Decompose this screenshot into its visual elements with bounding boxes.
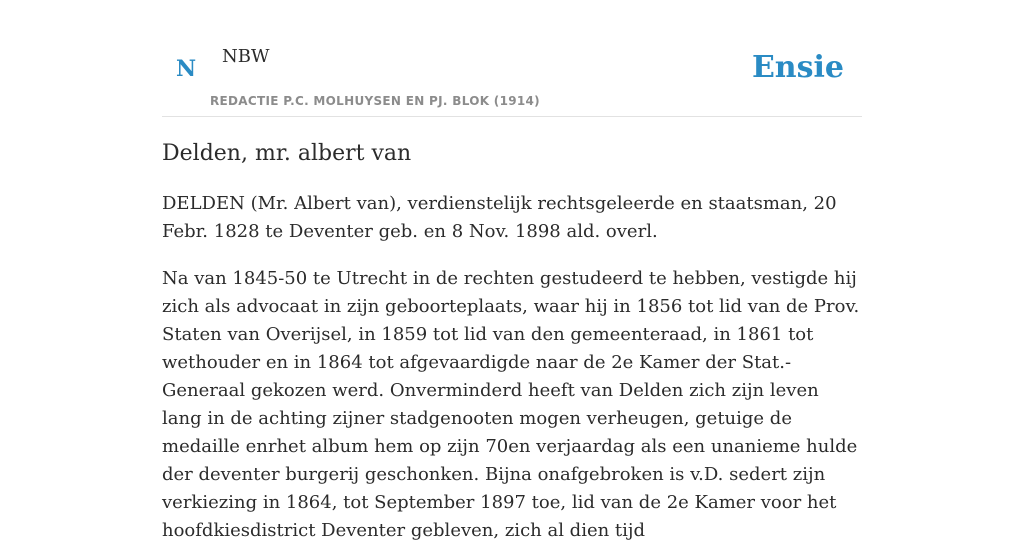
article-paragraph: Na van 1845-50 te Utrecht in de rechten gestudeerd te hebben, vestigde hij zich als advocaat in zijn geboorteplaats, waar hij in 1856 tot lid van de Prov. Staten van Overijsel, in 1859 tot lid van den gemeenteraad, in 1861 tot wethouder en in 1864 tot afgevaardigde naar de 2e Kamer der Stat.-Generaal gekozen werd. Onverminderd heeft van Delden zich zijn leven lang in de achting zijner stadgenooten mogen verheugen, getuige de medaille enrhet album hem op zijn 70en verjaardag als een unanieme hulde der deventer burgerij geschonken. Bijna onafgebroken is v.D. sedert zijn verkiezing in 1864, tot September 1897 toe, lid van de 2e Kamer voor het hoofdkiesdistrict Deventer gebleven, zich al dien tijd — [162, 268, 860, 541]
source-subtitle: REDACTIE P.C. MOLHUYSEN EN PJ. BLOK (1914) — [210, 94, 540, 108]
article-paragraph: DELDEN (Mr. Albert van), verdienstelijk rechtsgeleerde en staatsman, 20 Febr. 1828 te Deventer geb. en 8 Nov. 1898 ald. overl. — [162, 193, 837, 242]
source-logo[interactable]: N — [176, 56, 197, 82]
ensie-logo-link[interactable]: Ensie — [751, 50, 844, 85]
article-body — [162, 190, 862, 545]
article-title: Delden, mr. albert van — [162, 141, 412, 166]
source-header — [162, 0, 862, 117]
page — [162, 0, 862, 545]
source-name[interactable]: NBW — [222, 46, 270, 67]
